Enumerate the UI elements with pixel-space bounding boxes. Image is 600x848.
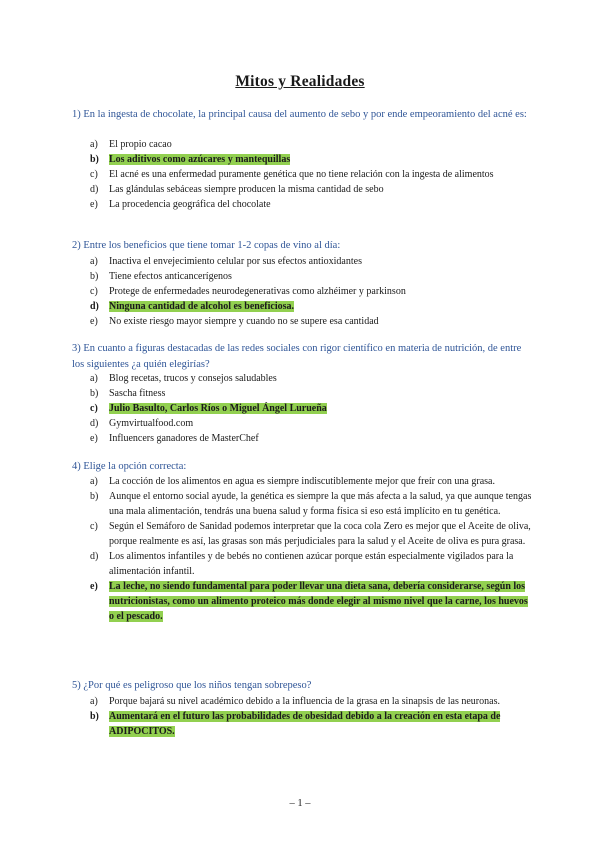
question-4-options [72, 474, 532, 624]
option-correct: b) Los aditivos como azúcares y mantequillas [90, 154, 291, 165]
question-5-text: 5) ¿Por qué es peligroso que los niños tengan sobrepeso? [72, 680, 312, 691]
option: d) Las glándulas sebáceas siempre producen la misma cantidad de sebo [90, 184, 384, 195]
option: c) Protege de enfermedades neurodegenerativas como alzhéimer y parkinson [90, 286, 406, 297]
option: c) El acné es una enfermedad puramente genética que no tiene relación con la ingesta de alimentos [90, 169, 494, 180]
question-5-options [72, 694, 532, 739]
option-correct: e) La leche, no siendo fundamental para poder llevar una dieta sana, debería considerarse, según los nutricionistas, como un alimento proteico más donde elegir al mismo nivel que la carne, los huevos o el pescado. [90, 581, 528, 622]
option: b) Tiene efectos anticancerígenos [90, 271, 232, 282]
option: c) Según el Semáforo de Sanidad podemos interpretar que la coca cola Zero es mejor que el Aceite de oliva, porque realmente es así, las grasas son más perjudiciales para la salud y el Aceite de oliva es pura grasa. [90, 521, 531, 547]
option: d) Gymvirtualfood.com [90, 418, 194, 429]
option: a) Porque bajará su nivel académico debido a la influencia de la grasa en la sinapsis de las neuronas. [90, 696, 500, 707]
option-correct: c) Julio Basulto, Carlos Ríos o Miguel Ángel Lurueña [90, 403, 327, 414]
question-4-text: 4) Elige la opción correcta: [72, 461, 187, 472]
option: b) Sascha fitness [90, 388, 166, 399]
option: b) Aunque el entorno social ayude, la genética es siempre la que más afecta a la salud, ya que aunque tengas una mala alimentación, tendrás una buena salud y forma física si eso está implícito en tu genética. [90, 491, 532, 517]
option: d) Los alimentos infantiles y de bebés no contienen azúcar porque están especialmente vigilados para la alimentación infantil. [90, 551, 514, 577]
question-2-text: 2) Entre los beneficios que tiene tomar 1-2 copas de vino al día: [72, 240, 341, 251]
question-3-options [72, 371, 532, 446]
question-3-text: 3) En cuanto a figuras destacadas de las redes sociales con rigor científico en materia de nutrición, de entre los siguientes ¿a quién elegirías? [72, 343, 522, 370]
option: a) Blog recetas, trucos y consejos saludables [90, 373, 277, 384]
option: e) Influencers ganadores de MasterChef [90, 433, 259, 444]
option: a) La cocción de los alimentos en agua es siempre indiscutiblemente mejor que freír con una grasa. [90, 476, 495, 487]
option: e) No existe riesgo mayor siempre y cuando no se supere esa cantidad [90, 316, 379, 327]
option: e) La procedencia geográfica del chocolate [90, 199, 271, 210]
page-number: – 1 – [289, 798, 311, 809]
option: a) El propio cacao [90, 139, 172, 150]
question-2-options [72, 254, 532, 329]
option-correct: b) Aumentará en el futuro las probabilidades de obesidad debido a la creación en esta etapa de ADIPOCITOS. [90, 711, 501, 737]
option-correct: d) Ninguna cantidad de alcohol es beneficiosa. [90, 301, 295, 312]
question-1-options [72, 137, 532, 212]
page-title: Mitos y Realidades [235, 73, 365, 90]
question-1-text: 1) En la ingesta de chocolate, la principal causa del aumento de sebo y por ende empeoramiento del acné es: [72, 109, 527, 120]
option: a) Inactiva el envejecimiento celular por sus efectos antioxidantes [90, 256, 362, 267]
